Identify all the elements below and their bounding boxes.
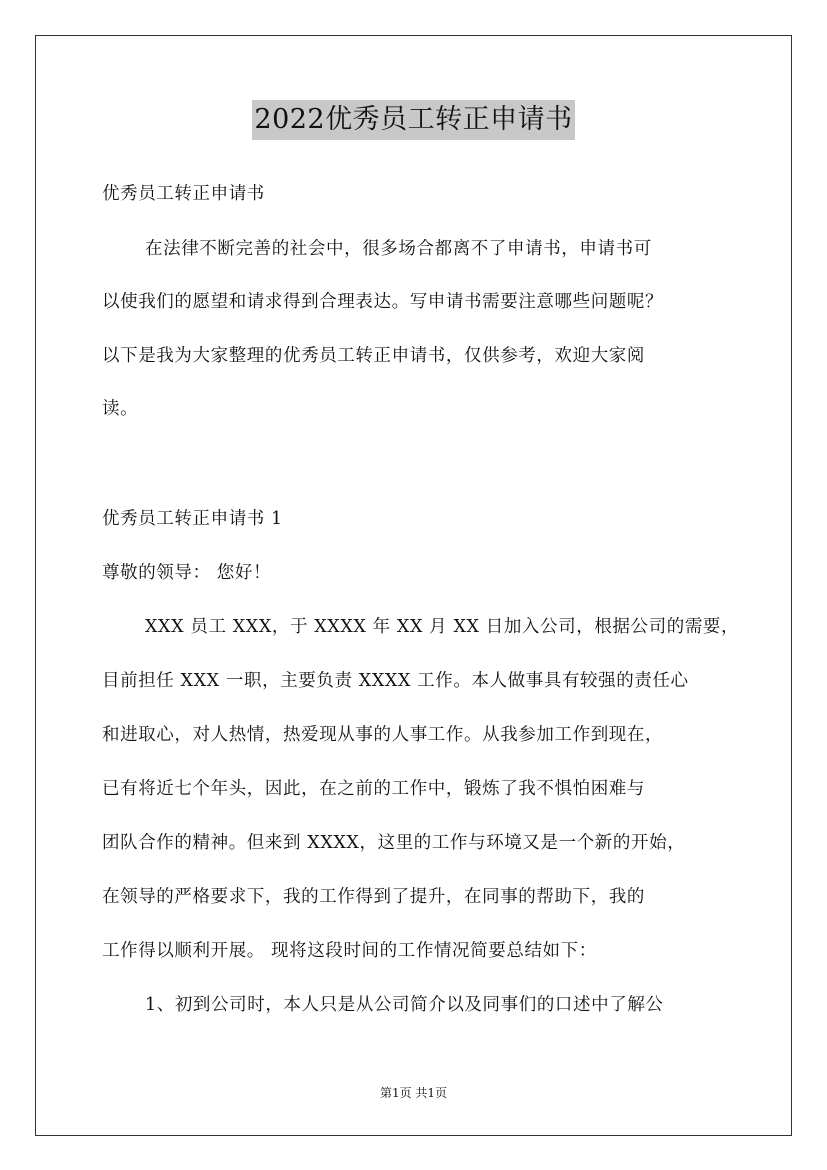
section-heading: 优秀员工转正申请书 [102,184,265,204]
document-title: 2022优秀员工转正申请书 [252,100,574,140]
paragraph-line: 和进取心，对人热情，热爱现从事的人事工作。从我参加工作到现在， [102,725,664,745]
paragraph-line: 在法律不断完善的社会中，很多场合都离不了申请书，申请书可 [145,239,652,259]
paragraph-line: 在领导的严格要求下，我的工作得到了提升，在同事的帮助下，我的 [102,887,645,907]
title-container [0,100,827,140]
paragraph-line: 已有将近七个年头，因此，在之前的工作中，锻炼了我不惧怕困难与 [102,779,645,799]
paragraph-line: 目前担任 XXX 一职，主要负责 XXXX 工作。本人做事具有较强的责任心 [102,671,689,691]
paragraph-line: 1、初到公司时，本人只是从公司简介以及同事们的口述中了解公 [145,995,664,1015]
paragraph-line: 以使我们的愿望和请求得到合理表达。写申请书需要注意哪些问题呢？ [102,292,664,312]
section-heading: 优秀员工转正申请书 1 [102,509,283,529]
page-footer: 第1页 共1页 [379,1086,448,1100]
salutation: 尊敬的领导： 您好！ [102,563,272,583]
paragraph-line: 工作得以顺利开展。 现将这段时间的工作情况简要总结如下： [102,941,597,961]
paragraph-line: 读。 [102,399,139,419]
paragraph-line: 团队合作的精神。但来到 XXXX，这里的工作与环境又是一个新的开始， [102,833,686,853]
paragraph-line: XXX 员工 XXX，于 XXXX 年 XX 月 XX 日加入公司，根据公司的需要， [145,617,740,637]
paragraph-line: 以下是我为大家整理的优秀员工转正申请书，仅供参考，欢迎大家阅 [102,346,645,366]
